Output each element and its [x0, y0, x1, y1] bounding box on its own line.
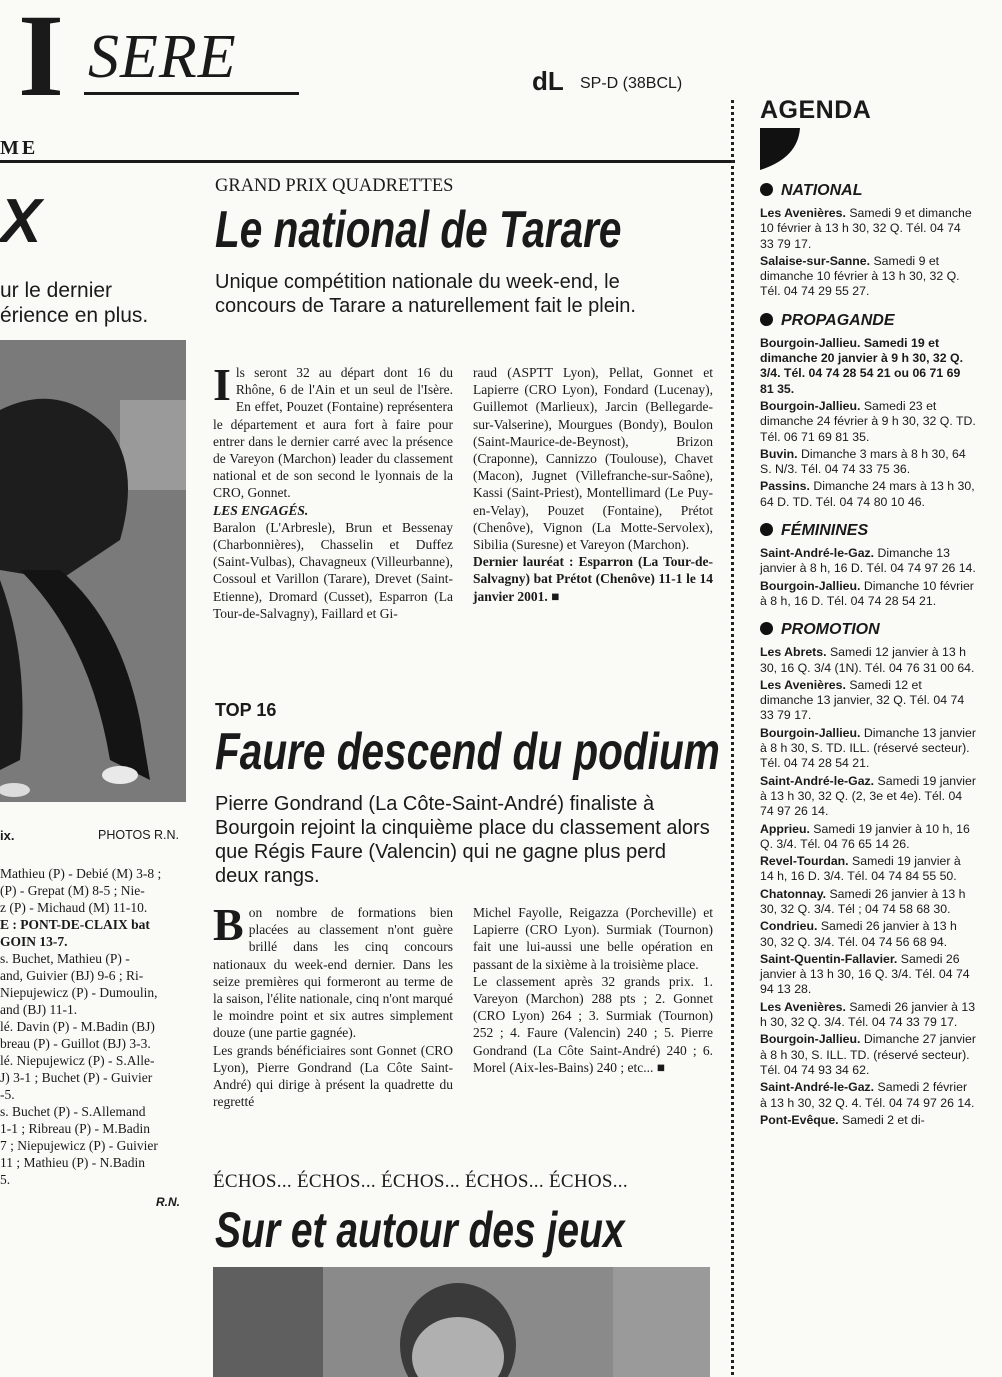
newspaper-logo: dL [532, 66, 564, 96]
lead: Pierre Gondrand (La Côte-Saint-André) finaliste à Bourgoin rejoint la cinquième place du classement alors que Régis Faure (Valencin) qui ne gagne plus perd deux rangs. [215, 793, 710, 887]
result-line: and, Guivier (BJ) 9-6 ; Ri- [0, 968, 144, 983]
rubric-rule [0, 160, 735, 163]
left-intro-line-2: érience en plus. [0, 304, 149, 327]
agenda-entry: Les Avenières. Samedi 12 et dimanche 13 janvier, 32 Q. Tél. 04 74 33 79 17. [760, 677, 965, 723]
result-line: 7 ; Niepujewicz (P) - Guivier [0, 1138, 158, 1153]
end-mark: ■ [551, 588, 560, 604]
agenda-entry: Bourgoin-Jallieu. Samedi 23 et dimanche 24 février à 9 h 30, 32 Q. TD. Tél. 06 71 69 81 35. [760, 398, 976, 444]
kicker: GRAND PRIX QUADRETTES [215, 176, 454, 196]
paragraph: Michel Fayolle, Reigazza (Porcheville) et Lapierre (CRO Lyon). Surmiak (Tournon) fait une lui-aussi une belle opération en passant de la sixième à la troisième place. [473, 905, 713, 972]
article-column-1 [213, 359, 453, 622]
section-label: LES ENGAGÉS. [213, 502, 309, 518]
agenda-entry: Les Avenières. Samedi 9 et dimanche 10 février à 13 h 30, 32 Q. Tél. 04 74 33 79 17. [760, 206, 972, 251]
kicker: ÉCHOS... ÉCHOS... ÉCHOS... ÉCHOS... ÉCHOS... [213, 1171, 628, 1192]
agenda-entry: Condrieu. Samedi 26 janvier à 13 h 30, 32 Q. 3/4. Tél. 04 74 56 68 94. [760, 919, 957, 949]
masthead-title: SERE [88, 23, 237, 91]
last-winner: Dernier lauréat : Esparron (La Tour-de-Salvagny) bat Prétot (Chenôve) 11-1 le 14 janvier 2001. [473, 554, 713, 604]
signature: R.N. [156, 1195, 180, 1209]
echos-photo [213, 1267, 710, 1377]
paragraph: ls seront 32 au départ dont 16 du Rhône, 6 de l'Ain et un seul de l'Isère. En effet, Pouzet (Fontaine) représentera le département et aura fort à faire pour entrer dans le dernier carré avec la présence de Vareyon (Marchon) leader du classement national et de son second le lyonnais de la CRO, Gonnet. [213, 365, 453, 501]
headline: Faure descend du podium [215, 723, 720, 781]
agenda-section-national: NATIONAL [760, 182, 976, 200]
agenda-title: AGENDA [760, 96, 872, 124]
agenda-entry: Pont-Evêque. Samedi 2 et di- [760, 1112, 925, 1127]
bullet-icon [760, 313, 773, 326]
agenda-entry: Les Avenières. Samedi 26 janvier à 13 h 30, 32 Q. 3/4. Tél. 04 74 33 79 17. [760, 999, 976, 1030]
agenda-section-promotion: PROMOTION [760, 621, 976, 639]
result-line: -5. [0, 1087, 15, 1102]
result-line: lé. Davin (P) - M.Badin (BJ) [0, 1019, 155, 1034]
person-photo [213, 1267, 710, 1377]
headline: Le national de Tarare [215, 201, 622, 259]
agenda-column [760, 94, 976, 1130]
result-line: (P) - Grepat (M) 8-5 ; Nie- [0, 883, 145, 898]
left-column [0, 165, 200, 1245]
agenda-entry: Saint-Quentin-Fallavier. Samedi 26 janvier à 13 h 30, 16 Q. 3/4. Tél. 04 74 94 13 28. [760, 951, 970, 997]
agenda-entry: Bourgoin-Jallieu. Dimanche 27 janvier à 8 h 30, S. ILL. TD. (réservé secteur). Tél. 04 74 93 34 62. [760, 1032, 976, 1077]
agenda-entry: Revel-Tourdan. Samedi 19 janvier à 14 h, 16 D. 3/4. Tél. 04 74 84 55 50. [760, 854, 961, 884]
result-line: s. Buchet, Mathieu (P) - [0, 951, 130, 966]
photo-credit: PHOTOS R.N. [98, 828, 180, 842]
result-line: 11 ; Mathieu (P) - N.Badin [0, 1155, 145, 1170]
paragraph: on nombre de formations bien placées au classement n'ont guère brillé dans les cinq concours nationaux du week-end dernier. Dans les seize premières qui formeront au terme de la saison, l'élite nationale, cinq n'ont marqué le moindre point et six autres simplement douze (une partie gagnée). [213, 905, 453, 1041]
agenda-entry: Salaise-sur-Sanne. Samedi 9 et dimanche 10 février à 13 h 30, 32 Q. Tél. 04 74 29 55 27. [760, 253, 960, 299]
result-line: 1-1 ; Ribreau (P) - M.Badin [0, 1121, 150, 1136]
agenda-corner-icon [760, 128, 800, 170]
result-line: z (P) - Michaud (M) 11-10. [0, 900, 148, 915]
rubric-fragment: ME [0, 137, 39, 159]
agenda-entry: Buvin. Dimanche 3 mars à 8 h 30, 64 S. N/3. Tél. 04 74 33 75 36. [760, 446, 966, 477]
result-line: s. Buchet (P) - S.Allemand [0, 1104, 146, 1119]
bowling-photo [0, 340, 186, 802]
paragraph: raud (ASPTT Lyon), Pellat, Gonnet et Lapierre (CRO Lyon), Fondard (Lucenay), Guillemot (Marlieux), Jarcin (Bellegarde-sur-Valserine), Mourgues (Bondy), Boulon (Saint-Maurice-de-Beynost), Brizon (Craponne), Cannizzo (Toulouse), Chavet (Macon), Jugnet (Villefranche-sur-Saône), Kassi (Saint-Priest), Montellimard (Le Puy-en-Velay), Pouzet (Fontaine), Prétot (Chenôve), Vignon (La Motte-Servolex), Sibilia (Suresne) et Vareyon (Marchon). [473, 365, 713, 553]
results-list [0, 865, 200, 1211]
result-line: Niepujewicz (P) - Dumoulin, [0, 985, 158, 1000]
result-line: 5. [0, 1172, 11, 1187]
left-intro-line-1: ur le dernier [0, 279, 113, 302]
result-line: J) 3-1 ; Buchet (P) - Guivier [0, 1070, 153, 1085]
article-column-1 [213, 899, 453, 1110]
agenda-entry: Bourgoin-Jallieu. Samedi 19 et dimanche 20 janvier à 9 h 30, 32 Q. 3/4. Tél. 04 74 28 54 21 ou 06 71 69 81 35. [760, 335, 964, 396]
masthead [0, 0, 740, 160]
result-line: Mathieu (P) - Debié (M) 3-8 ; [0, 866, 162, 881]
dropcap: I [213, 359, 231, 410]
agenda-entry: Passins. Dimanche 24 mars à 13 h 30, 64 D. TD. Tél. 04 74 80 10 46. [760, 479, 975, 509]
agenda-section-feminines: FÉMININES [760, 522, 976, 540]
article-column-2 [473, 364, 713, 605]
result-line: GOIN 13-7. [0, 934, 68, 949]
article-column-2 [473, 904, 713, 1076]
end-mark: ■ [656, 1059, 665, 1075]
agenda-entry: Saint-André-le-Gaz. Dimanche 13 janvier à 8 h, 16 D. Tél. 04 74 97 26 14. [760, 546, 976, 576]
agenda-entry: Saint-André-le-Gaz. Samedi 2 février à 13 h 30, 32 Q. 4. Tél. 04 74 97 26 14. [760, 1080, 975, 1110]
bullet-icon [760, 622, 773, 635]
agenda-entry: Saint-André-le-Gaz. Samedi 19 janvier à 13 h 30, 32 Q. (2, 3e et 4e). Tél. 04 74 97 26 14. [760, 773, 976, 819]
bullet-icon [760, 183, 773, 196]
agenda-entry: Les Abrets. Samedi 12 janvier à 13 h 30, 16 Q. 3/4 (1N). Tél. 04 76 31 00 64. [760, 645, 975, 675]
agenda-entry: Chatonnay. Samedi 26 janvier à 13 h 30, 32 Q. 3/4. Tél ; 04 74 58 68 30. [760, 886, 966, 916]
ranking: Le classement après 32 grands prix. 1. Vareyon (Marchon) 288 pts ; 2. Gonnet (CRO Lyon) 264 ; 3. Surmiak (Tournon) 252 ; 4. Faure (Valencin) 240 ; 5. Pierre Gondrand (La Côte Saint-André) 240 ; 6. Morel (Aix-les-Bains) 240 ; etc... [473, 973, 713, 1075]
photo-caption-fragment: ix. [0, 828, 15, 843]
lead: Unique compétition nationale du week-end, le concours de Tarare a naturellement fait le plein. [215, 271, 636, 317]
result-line: breau (P) - Guillot (BJ) 3-3. [0, 1036, 151, 1051]
agenda-entry: Apprieu. Samedi 19 janvier à 10 h, 16 Q. 3/4. Tél. 04 76 65 14 26. [760, 821, 970, 851]
left-headline-fragment: X [0, 187, 42, 256]
headline: Sur et autour des jeux [215, 1202, 625, 1258]
column-separator [731, 100, 734, 1375]
result-line: E : PONT-DE-CLAIX bat [0, 917, 150, 932]
edition-code: SP-D (38BCL) [580, 75, 683, 92]
masthead-initial: I [18, 0, 64, 121]
paragraph: Les grands bénéficiaires sont Gonnet (CRO Lyon), Pierre Gondrand (La Côte Saint-André) qui dirige à présent la quadrette du regretté [213, 1042, 453, 1110]
result-line: lé. Niepujewicz (P) - S.Alle- [0, 1053, 155, 1068]
player-silhouette [0, 340, 186, 802]
agenda-entry: Bourgoin-Jallieu. Dimanche 13 janvier à 8 h 30, S. TD. ILL. (réservé secteur). Tél. 04 74 28 54 21. [760, 725, 976, 771]
kicker: TOP 16 [215, 700, 277, 720]
result-line: and (BJ) 11-1. [0, 1002, 78, 1017]
bullet-icon [760, 523, 773, 536]
agenda-section-propagande: PROPAGANDE [760, 312, 976, 330]
agenda-entry: Bourgoin-Jallieu. Dimanche 10 février à 8 h, 16 D. Tél. 04 74 28 54 21. [760, 578, 974, 608]
dropcap: B [213, 899, 244, 950]
paragraph: Baralon (L'Arbresle), Brun et Bessenay (Charbonnières), Chasselin et Duffez (Saint-Vulbas), Chavagneux (Villeurbanne), Cossoul et Varillon (Tarare), Drevet (Saint-Etienne), Dromard (Cusset), Esparron (La Tour-de-Salvagny), Faillard et Gi- [213, 519, 453, 621]
masthead-rule [84, 92, 299, 95]
